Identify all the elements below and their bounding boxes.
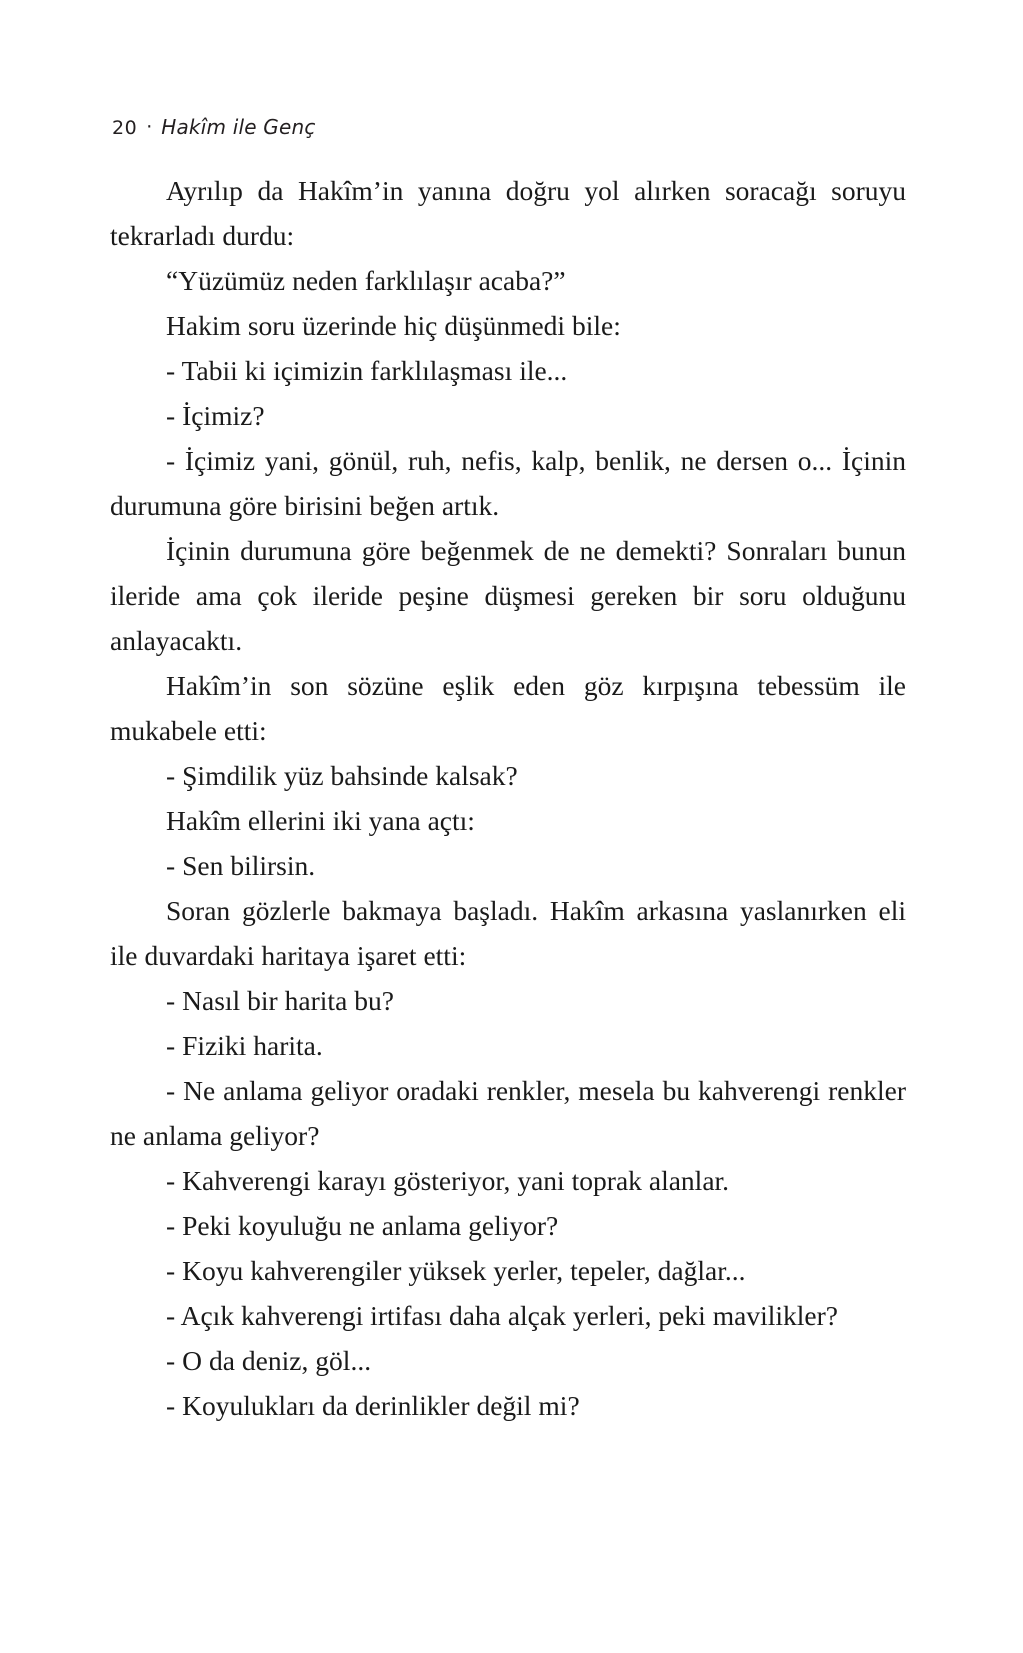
paragraph-narration: Soran gözlerle bakmaya başladı. Hakîm arkasına yaslanırken eli ile duvardaki haritaya işaret etti:: [110, 895, 906, 971]
paragraph-dialogue: - Sen bilirsin.: [166, 850, 316, 881]
book-title: Hakîm ile Genç: [161, 115, 316, 139]
paragraph-dialogue: - Nasıl bir harita bu?: [166, 985, 394, 1016]
paragraph-dialogue: - Koyu kahverengiler yüksek yerler, tepeler, dağlar...: [166, 1255, 746, 1286]
text-block: [110, 168, 906, 1428]
paragraph-narration: Hakim soru üzerinde hiç düşünmedi bile:: [166, 310, 621, 341]
page-number: 20: [112, 117, 138, 139]
paragraph-dialogue: - Açık kahverengi irtifası daha alçak yerleri, peki mavilikler?: [166, 1300, 838, 1331]
paragraph-dialogue: - Fiziki harita.: [166, 1030, 323, 1061]
paragraph-narration: Ayrılıp da Hakîm’in yanına doğru yol alırken soracağı soruyu tekrarladı durdu:: [110, 175, 906, 251]
running-head: [112, 115, 316, 139]
paragraph-narration: Hakîm ellerini iki yana açtı:: [166, 805, 475, 836]
paragraph-dialogue: - Peki koyuluğu ne anlama geliyor?: [166, 1210, 559, 1241]
paragraph-dialogue: - Şimdilik yüz bahsinde kalsak?: [166, 760, 518, 791]
paragraph-quote: “Yüzümüz neden farklılaşır acaba?”: [166, 265, 566, 296]
paragraph-narration: Hakîm’in son sözüne eşlik eden göz kırpışına tebessüm ile mukabele etti:: [110, 670, 906, 746]
running-head-separator: ·: [146, 116, 153, 138]
paragraph-dialogue: - Ne anlama geliyor oradaki renkler, mesela bu kahverengi renkler ne anlama geliyor?: [110, 1075, 906, 1151]
paragraph-dialogue: - Koyulukları da derinlikler değil mi?: [166, 1390, 580, 1421]
paragraph-dialogue: - İçimiz yani, gönül, ruh, nefis, kalp, benlik, ne dersen o... İçinin durumuna göre birisini beğen artık.: [110, 445, 906, 521]
paragraph-dialogue: - Tabii ki içimizin farklılaşması ile...: [166, 355, 568, 386]
paragraph-dialogue: - İçimiz?: [166, 400, 265, 431]
paragraph-narration: İçinin durumuna göre beğenmek de ne demekti? Sonraları bunun ileride ama çok ileride peşine düşmesi gereken bir soru olduğunu anlayacaktı.: [110, 535, 906, 656]
paragraph-dialogue: - Kahverengi karayı gösteriyor, yani toprak alanlar.: [166, 1165, 730, 1196]
paragraph-dialogue: - O da deniz, göl...: [166, 1345, 372, 1376]
